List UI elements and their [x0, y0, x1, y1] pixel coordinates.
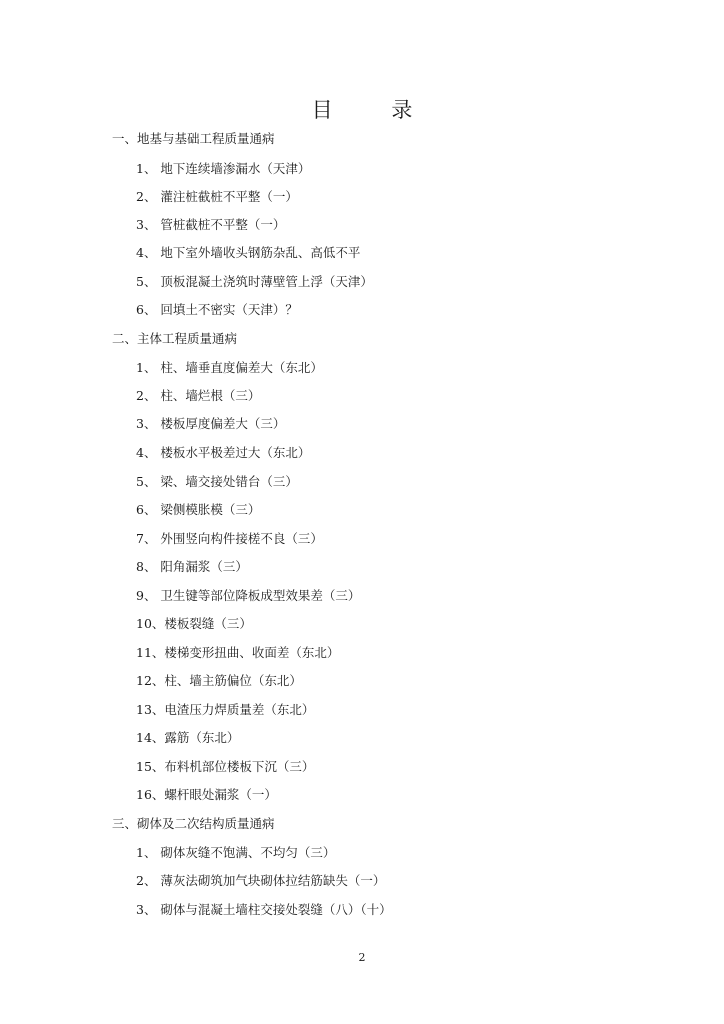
toc-section-heading: 三、砌体及二次结构质量通病	[112, 816, 275, 831]
toc-item: 2、 柱、墙烂根（三）	[136, 388, 261, 403]
toc-item: 7、 外围竖向构件接槎不良（三）	[136, 531, 323, 546]
toc-item: 2、 薄灰法砌筑加气块砌体拉结筋缺失（一）	[136, 873, 386, 888]
toc-item: 2、 灌注桩截桩不平整（一）	[136, 189, 298, 204]
toc-item: 11、楼梯变形扭曲、收面差（东北）	[136, 645, 340, 660]
toc-item: 16、螺杆眼处漏浆（一）	[136, 787, 277, 802]
toc-item: 6、 回填土不密实（天津）？	[136, 302, 298, 317]
toc-item: 14、露筋（东北）	[136, 730, 240, 745]
toc-item: 1、 柱、墙垂直度偏差大（东北）	[136, 360, 323, 375]
toc-item: 3、 砌体与混凝土墙柱交接处裂缝（八）（十）	[136, 902, 392, 917]
page-title: 目 录	[311, 98, 439, 122]
toc-item: 5、 梁、墙交接处错台（三）	[136, 474, 298, 489]
toc-item: 3、 管桩截桩不平整（一）	[136, 217, 286, 232]
toc-item: 1、 地下连续墙渗漏水（天津）	[136, 161, 311, 176]
toc-item: 8、 阳角漏浆（三）	[136, 559, 248, 574]
toc-item: 1、 砌体灰缝不饱满、不均匀（三）	[136, 845, 336, 860]
toc-item: 10、楼板裂缝（三）	[136, 616, 252, 631]
toc-item: 13、电渣压力焊质量差（东北）	[136, 702, 315, 717]
toc-item: 4、 地下室外墙收头钢筋杂乱、高低不平	[136, 245, 361, 260]
toc-item: 12、柱、墙主筋偏位（东北）	[136, 673, 302, 688]
toc-section-heading: 二、主体工程质量通病	[112, 331, 238, 346]
toc-item: 4、 楼板水平极差过大（东北）	[136, 445, 311, 460]
toc-item: 5、 顶板混凝土浇筑时薄壁管上浮（天津）	[136, 274, 373, 289]
toc-item: 15、布料机部位楼板下沉（三）	[136, 759, 315, 774]
toc-section-heading: 一、地基与基础工程质量通病	[112, 131, 275, 146]
toc-item: 9、 卫生键等部位降板成型效果差（三）	[136, 588, 361, 603]
toc-item: 3、 楼板厚度偏差大（三）	[136, 416, 286, 431]
toc-item: 6、 梁侧模胀模（三）	[136, 502, 261, 517]
page-number: 2	[358, 951, 366, 964]
